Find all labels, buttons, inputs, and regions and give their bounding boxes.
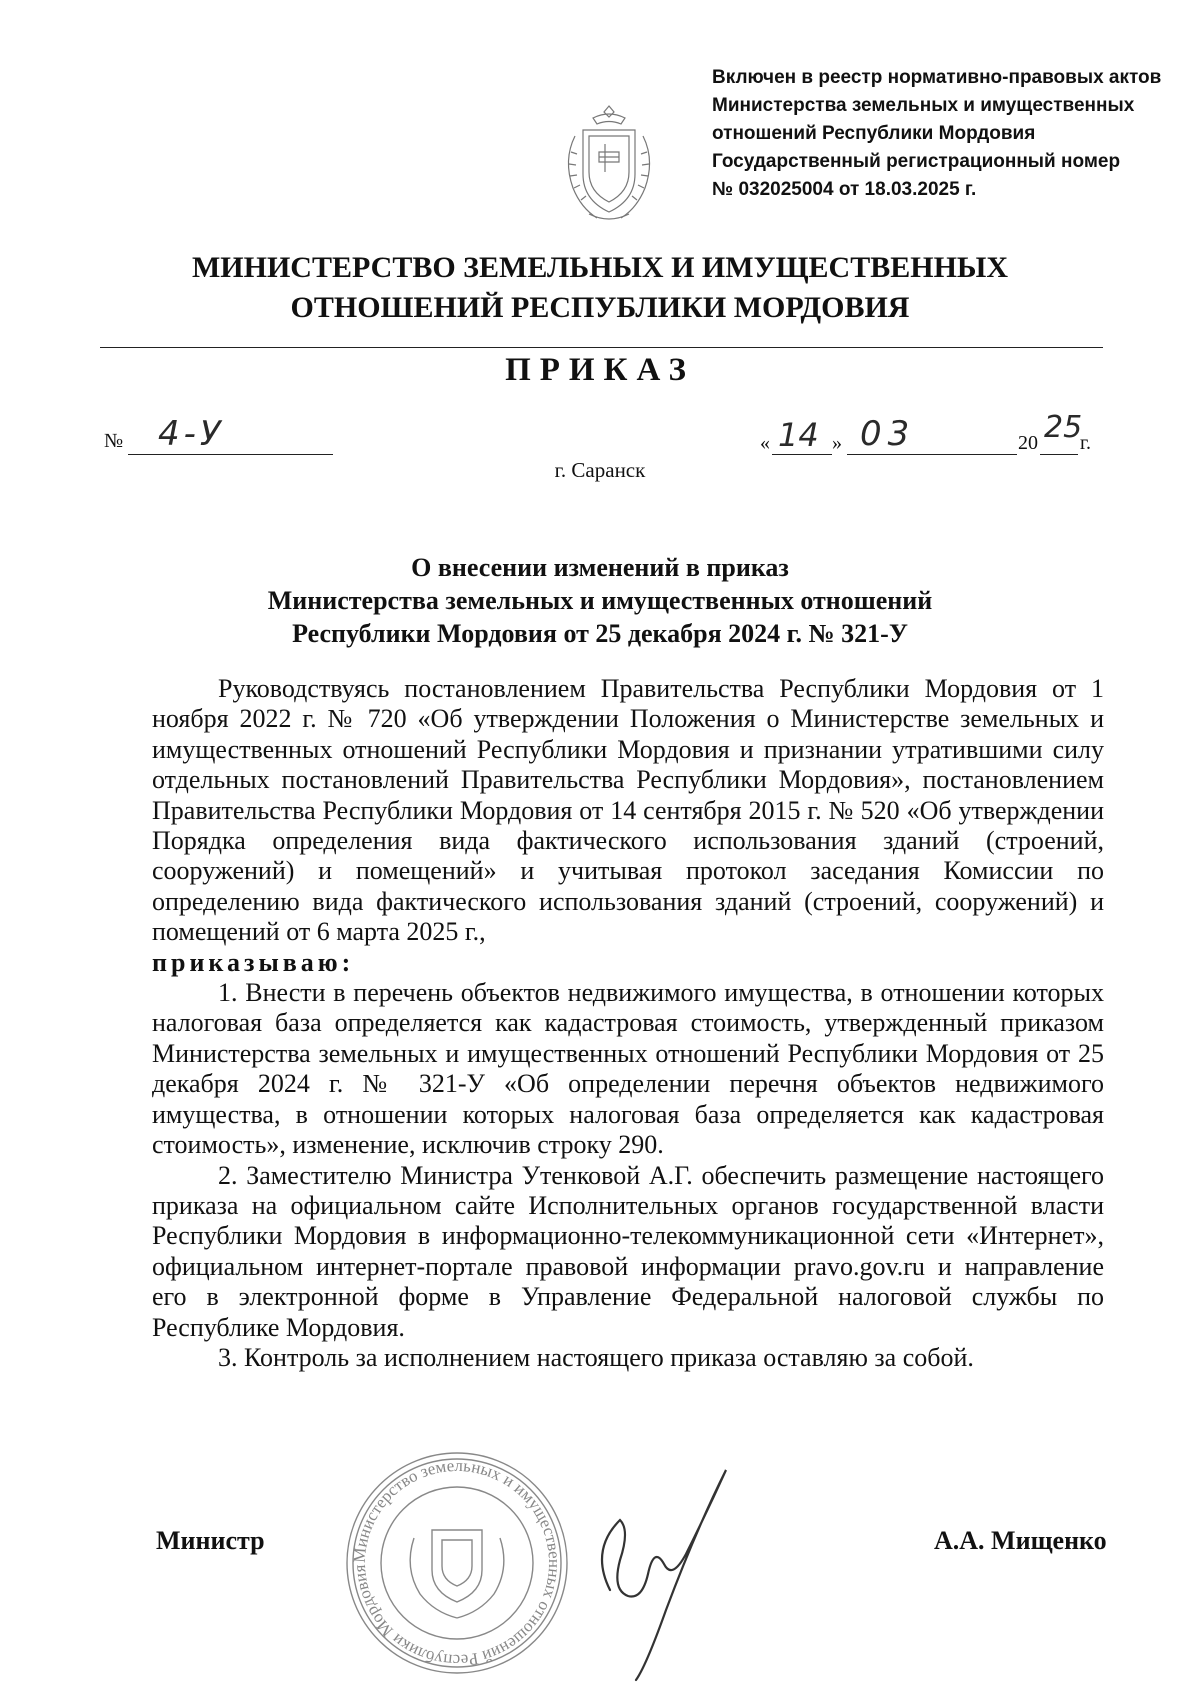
item-paragraph: 3. Контроль за исполнением настоящего приказа оставляю за собой.	[218, 1342, 974, 1372]
city: г. Саранск	[554, 458, 646, 482]
registry-line: Включен в реестр нормативно-правовых актов	[712, 67, 1162, 88]
signature-icon	[540, 1440, 750, 1690]
document-title	[100, 551, 1100, 650]
registry-note	[712, 64, 1182, 204]
signer-position: Министр	[156, 1526, 265, 1555]
order-number: 4-У	[158, 414, 225, 454]
official-seal-icon	[342, 1448, 572, 1678]
header-divider	[100, 347, 1103, 348]
command-word: приказываю:	[152, 947, 355, 977]
signer-name: А.А. Мищенко	[934, 1526, 1107, 1555]
title-line: Республики Мордовия от 25 декабря 2024 г. № 321-У	[292, 619, 908, 648]
date-month: 03	[860, 414, 916, 454]
document-type: ПРИКАЗ	[505, 352, 695, 388]
date-day-underline	[772, 454, 832, 455]
date-quote-close: »	[832, 432, 842, 454]
registry-line: Министерства земельных и имущественных	[712, 95, 1135, 116]
seal-text: Министерство земельных и имущественных отношений Республики Мордовия	[349, 1455, 565, 1671]
title-line: О внесении изменений в приказ	[411, 553, 789, 582]
document-body	[152, 674, 1104, 1373]
number-label: №	[104, 430, 124, 452]
ministry-name-line: МИНИСТЕРСТВО ЗЕМЕЛЬНЫХ И ИМУЩЕСТВЕННЫХ	[191, 251, 1009, 284]
date-year-prefix: 20	[1018, 432, 1038, 454]
registry-line: отношений Республики Мордовия	[712, 123, 1036, 144]
ministry-name-line: ОТНОШЕНИЙ РЕСПУБЛИКИ МОРДОВИЯ	[290, 291, 910, 324]
item-paragraph: 2. Заместителю Министра Утенковой А.Г. обеспечить размещение настоящего приказа на официальном сайте Исполнительных органов государственной власти Республики Мордовия в информационно-телекоммуникационной сети «Интернет», официальном интернет-портале правовой информации pravo.gov.ru и направление его в электронной форме в Управление Федеральной налоговой службы по Республике Мордовия.	[152, 1160, 1104, 1342]
coat-of-arms-icon	[553, 102, 665, 228]
date-month-underline	[847, 454, 1017, 455]
registry-line: Государственный регистрационный номер	[712, 151, 1121, 172]
registry-line: № 032025004 от 18.03.2025 г.	[712, 179, 977, 200]
preamble-paragraph: Руководствуясь постановлением Правительства Республики Мордовия от 1 ноября 2022 г. № 720 «Об утверждении Положения о Министерстве земельных и имущественных отношений Республики Мордовия и признании утратившими силу отдельных постановлений Правительства Республики Мордовия», постановлением Правительства Республики Мордовия от 14 сентября 2015 г. № 520 «Об утверждении Порядка определения вида фактического использования зданий (строений, сооружений) и помещений» и учитывая протокол заседания Комиссии по определению вида фактического использования зданий (строений, сооружений) и помещений от 6 марта 2025 г.,	[152, 674, 1104, 947]
number-underline	[128, 454, 333, 455]
date-year-unit: г.	[1080, 432, 1091, 454]
date-year-suffix: 25	[1044, 410, 1083, 445]
ministry-name	[100, 248, 1100, 328]
title-line: Министерства земельных и имущественных отношений	[267, 586, 933, 615]
date-year-underline	[1040, 454, 1078, 455]
date-day: 14	[778, 416, 819, 454]
date-quote-open: «	[760, 432, 770, 454]
item-paragraph: 1. Внести в перечень объектов недвижимого имущества, в отношении которых налоговая база определяется как кадастровая стоимость, утвержденный приказом Министерства земельных и имущественных отношений Республики Мордовия от 25 декабря 2024 г. № 321-У «Об определении перечня объектов недвижимого имущества, в отношении которых налоговая база определяется как кадастровая стоимость», изменение, исключив строку 290.	[152, 978, 1104, 1160]
